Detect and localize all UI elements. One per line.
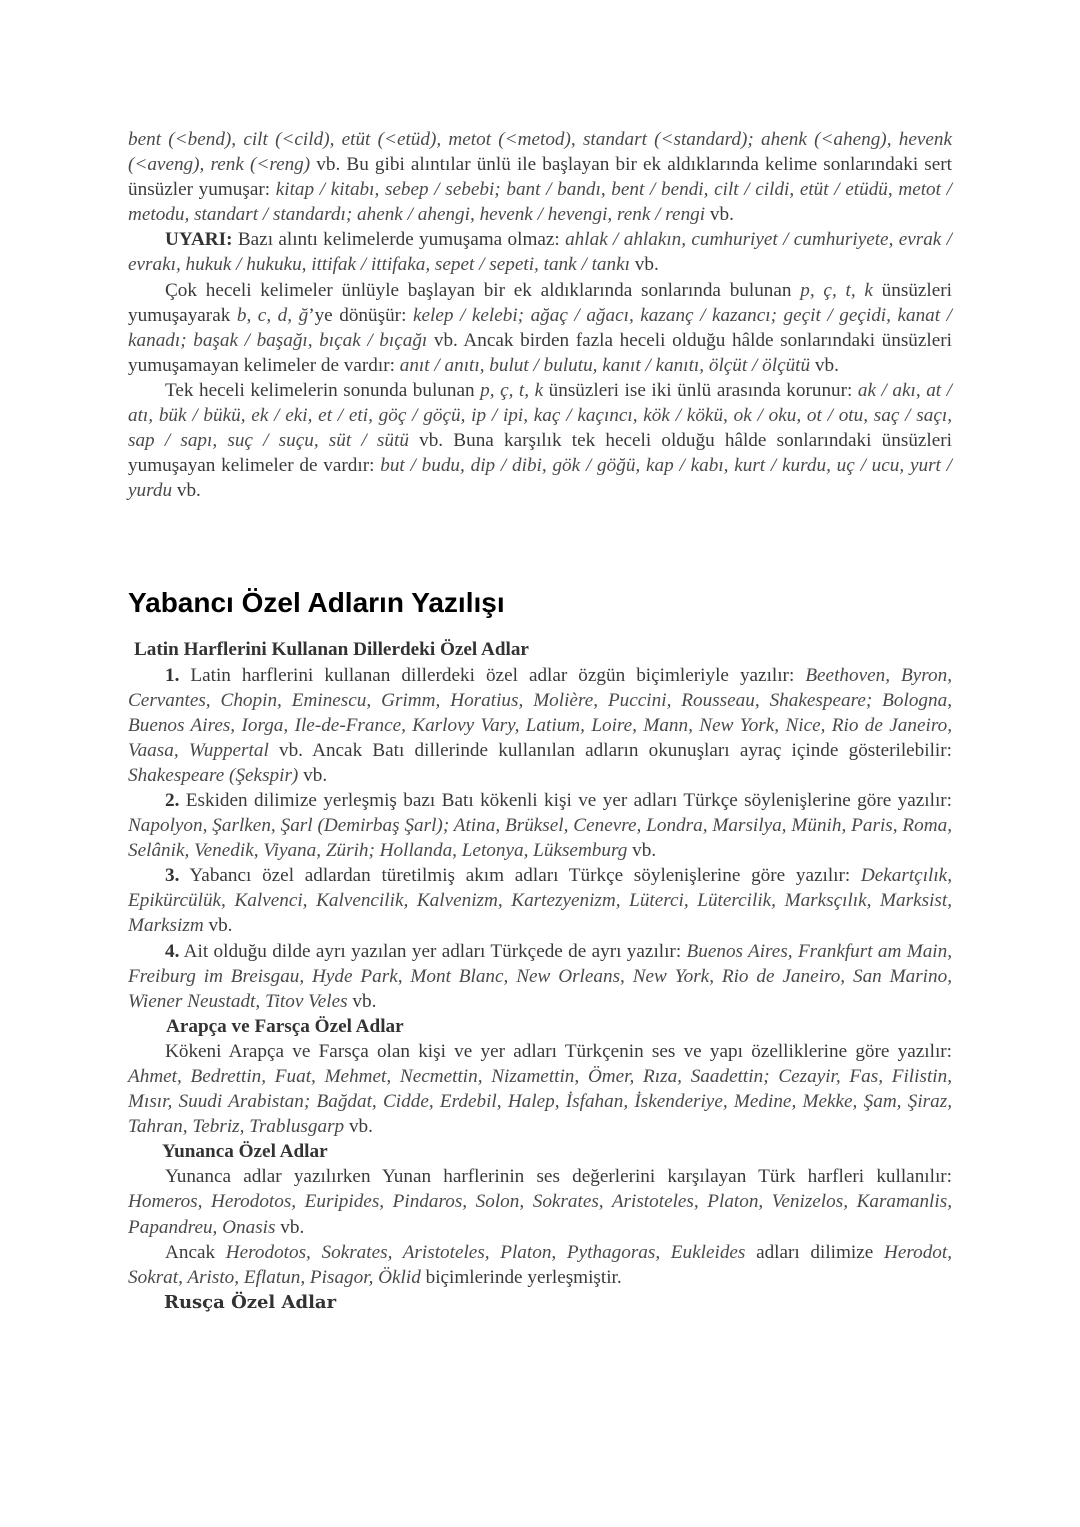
foreign-names-section bbox=[128, 637, 952, 1315]
text-run: Kökeni Arapça ve Farsça olan kişi ve yer adları Türkçenin ses ve yapı özelliklerine göre yazılır: bbox=[165, 1040, 952, 1062]
text-run: vb. Ancak Batı dillerinde kullanılan adların okunuşları ayraç içinde gösterilebilir: bbox=[268, 739, 952, 761]
text-run: vb. bbox=[627, 840, 657, 862]
text-run: adları dilimize bbox=[745, 1241, 884, 1263]
subheading: Yunanca Özel Adlar bbox=[162, 1141, 328, 1163]
text-run: Latin harflerini kullanan dillerdeki özel adlar özgün biçimleriyle yazılır: bbox=[179, 664, 806, 686]
text-run: Tek heceli kelimelerin sonunda bulunan bbox=[165, 379, 481, 401]
text-run: Ancak bbox=[165, 1241, 226, 1263]
text-run: vb. bbox=[810, 354, 839, 376]
italic-example-text: kitap / kitabı, sebep / sebebi; bant / bandı, bent / bendi, cilt / cildi, etüt / etüdü, metot / metodu, standart / standardı; ahenk / ahengi, hevenk / hevengi, renk / rengi bbox=[128, 179, 952, 226]
paragraph bbox=[128, 939, 952, 1014]
text-run: Yabancı özel adlardan türetilmiş akım adları Türkçe söylenişlerine göre yazılır: bbox=[179, 865, 861, 887]
paragraph bbox=[128, 1039, 952, 1139]
paragraph bbox=[128, 663, 952, 788]
italic-example-text: Shakespeare (Şekspir) bbox=[128, 764, 299, 786]
bold-label: 2. bbox=[165, 789, 180, 811]
paragraph bbox=[128, 127, 952, 227]
paragraph bbox=[128, 788, 952, 863]
bold-label: 1. bbox=[165, 664, 180, 686]
text-run: vb. bbox=[344, 1116, 373, 1138]
paragraph bbox=[128, 278, 952, 378]
italic-example-text: p, ç, t, k bbox=[800, 279, 873, 301]
paragraph bbox=[128, 1240, 952, 1290]
italic-example-text: Ahmet, Bedrettin, Fuat, Mehmet, Necmettin, Nizamettin, Ömer, Rıza, Saadettin; Cezayir, Fas, Filistin, Mısır, Suudi Arabistan; Bağdat, Cidde, Erdebil, Halep, İsfahan, İskenderiye, Medine, Mekke, Şam, Şiraz, Tahran, Tebriz, Trablusgarp bbox=[128, 1066, 952, 1138]
italic-example-text: Beethoven, Byron, Cervantes, Chopin, Eminescu, Grimm, Horatius, Molière, Puccini, Rousseau, Shakespeare; Bologna, Buenos Aires, Iorga, Ile-de-France, Karlovy Vary, Latium, Loire, Mann, New York, Nice, Rio de Janeiro, Vaasa, Wuppertal bbox=[128, 664, 953, 761]
text-run: vb. Buna karşılık tek heceli olduğu hâlde sonlarındaki ünsüzleri yumuşayan kelimeler de vardır: bbox=[128, 430, 952, 477]
text-run: Eskiden dilimize yerleşmiş bazı Batı kökenli kişi ve yer adları Türkçe söylenişlerine göre yazılır: bbox=[179, 789, 952, 811]
italic-example-text: kelep / kelebi; ağaç / ağacı, kazanç / kazancı; geçit / geçidi, kanat / kanadı; başak / başağı, bıçak / bıçağı bbox=[128, 304, 952, 351]
italic-example-text: p, ç, t, k bbox=[480, 379, 544, 401]
italic-example-text: bent (<bend), cilt (<cild), etüt (<etüd), metot (<metod), standart (<standard); ahenk (<aheng), hevenk (<aveng), renk (<reng) bbox=[128, 129, 952, 176]
text-run: vb. bbox=[203, 915, 233, 937]
text-run: ünsüzleri yumuşayarak bbox=[128, 279, 952, 326]
paragraph bbox=[128, 378, 952, 503]
text-run: vb. Bu gibi alıntılar ünlü ile başlayan bir ek aldıklarında kelime sonlarındaki sert ünsüzler yumuşar: bbox=[128, 154, 952, 201]
subheading: Rusça Özel Adlar bbox=[164, 1291, 337, 1313]
text-run: Bazı alıntı kelimelerde yumuşama olmaz: bbox=[232, 229, 566, 251]
italic-example-text: anıt / anıtı, bulut / bulutu, kanıt / kanıtı, ölçüt / ölçütü bbox=[399, 354, 811, 376]
italic-example-text: Homeros, Herodotos, Euripides, Pindaros, Solon, Sokrates, Aristoteles, Platon, Venizelos, Karamanlis, Papandreu, Onasis bbox=[128, 1191, 952, 1238]
subheading: Latin Harflerini Kullanan Dillerdeki Özel Adlar bbox=[134, 639, 529, 661]
text-run: ’ye dönüşür: bbox=[308, 304, 413, 326]
section-heading: Yabancı Özel Adların Yazılışı bbox=[128, 587, 505, 619]
italic-example-text: Herodotos, Sokrates, Aristoteles, Platon, Pythagoras, Eukleides bbox=[225, 1241, 746, 1263]
italic-example-text: ak / akı, at / atı, bük / bükü, ek / eki, et / eti, göç / göçü, ip / ipi, kaç / kaçıncı, kök / kökü, ok / oku, ot / otu, saç / saçı, sap / sapı, suç / suçu, süt / sütü bbox=[128, 379, 952, 452]
text-run: vb. bbox=[629, 254, 659, 276]
top-section bbox=[128, 127, 952, 503]
italic-example-text: Napolyon, Şarlken, Şarl (Demirbaş Şarl); Atina, Brüksel, Cenevre, Londra, Marsilya, Münih, Paris, Roma, Selânik, Venedik, Viyana, Zürih; Hollanda, Letonya, Lüksemburg bbox=[128, 815, 952, 862]
text-run: vb. bbox=[298, 764, 328, 786]
text-run: Yunanca adlar yazılırken Yunan harflerinin ses değerlerini karşılayan Türk harfleri kullanılır: bbox=[165, 1166, 952, 1188]
text-run: Ait olduğu dilde ayrı yazılan yer adları Türkçede de ayrı yazılır: bbox=[179, 940, 687, 962]
paragraph bbox=[128, 1164, 952, 1239]
bold-label: 4. bbox=[165, 940, 180, 962]
subheading: Arapça ve Farsça Özel Adlar bbox=[166, 1015, 404, 1037]
text-run: ünsüzleri ise iki ünlü arasında korunur: bbox=[543, 379, 858, 401]
text-run: vb. bbox=[705, 204, 734, 226]
italic-example-text: Buenos Aires, Frankfurt am Main, Freiburg im Breisgau, Hyde Park, Mont Blanc, New Orleans, New York, Rio de Janeiro, San Marino, Wiener Neustadt, Titov Veles bbox=[128, 940, 953, 1012]
italic-example-text: b, c, d, ğ bbox=[236, 304, 309, 326]
text-run: vb. bbox=[347, 990, 377, 1012]
document-page bbox=[128, 127, 952, 1315]
text-run: biçimlerinde yerleşmiştir. bbox=[420, 1266, 622, 1288]
text-run: vb. bbox=[172, 480, 201, 502]
text-run: vb. Ancak birden fazla heceli olduğu hâlde sonlarındaki ünsüzleri yumuşamayan kelimeler de vardır: bbox=[128, 329, 952, 376]
paragraph bbox=[128, 863, 952, 938]
italic-example-text: but / budu, dip / dibi, gök / göğü, kap / kabı, kurt / kurdu, uç / ucu, yurt / yurdu bbox=[128, 455, 952, 502]
italic-example-text: Herodot, Sokrat, Aristo, Eflatun, Pisagor, Öklid bbox=[128, 1241, 953, 1288]
italic-example-text: Dekartçılık, Epikürcülük, Kalvenci, Kalvencilik, Kalvenizm, Kartezyenizm, Lüterci, Lütercilik, Marksçılık, Marksist, Marksizm bbox=[128, 865, 952, 937]
bold-label: UYARI: bbox=[165, 229, 233, 251]
italic-example-text: ahlak / ahlakın, cumhuriyet / cumhuriyete, evrak / evrakı, hukuk / hukuku, ittifak / ittifaka, sepet / sepeti, tank / tankı bbox=[128, 229, 952, 276]
text-run: vb. bbox=[275, 1216, 305, 1238]
text-run: Çok heceli kelimeler ünlüyle başlayan bir ek aldıklarında sonlarında bulunan bbox=[165, 279, 801, 301]
bold-label: 3. bbox=[165, 865, 180, 887]
paragraph bbox=[128, 227, 952, 277]
